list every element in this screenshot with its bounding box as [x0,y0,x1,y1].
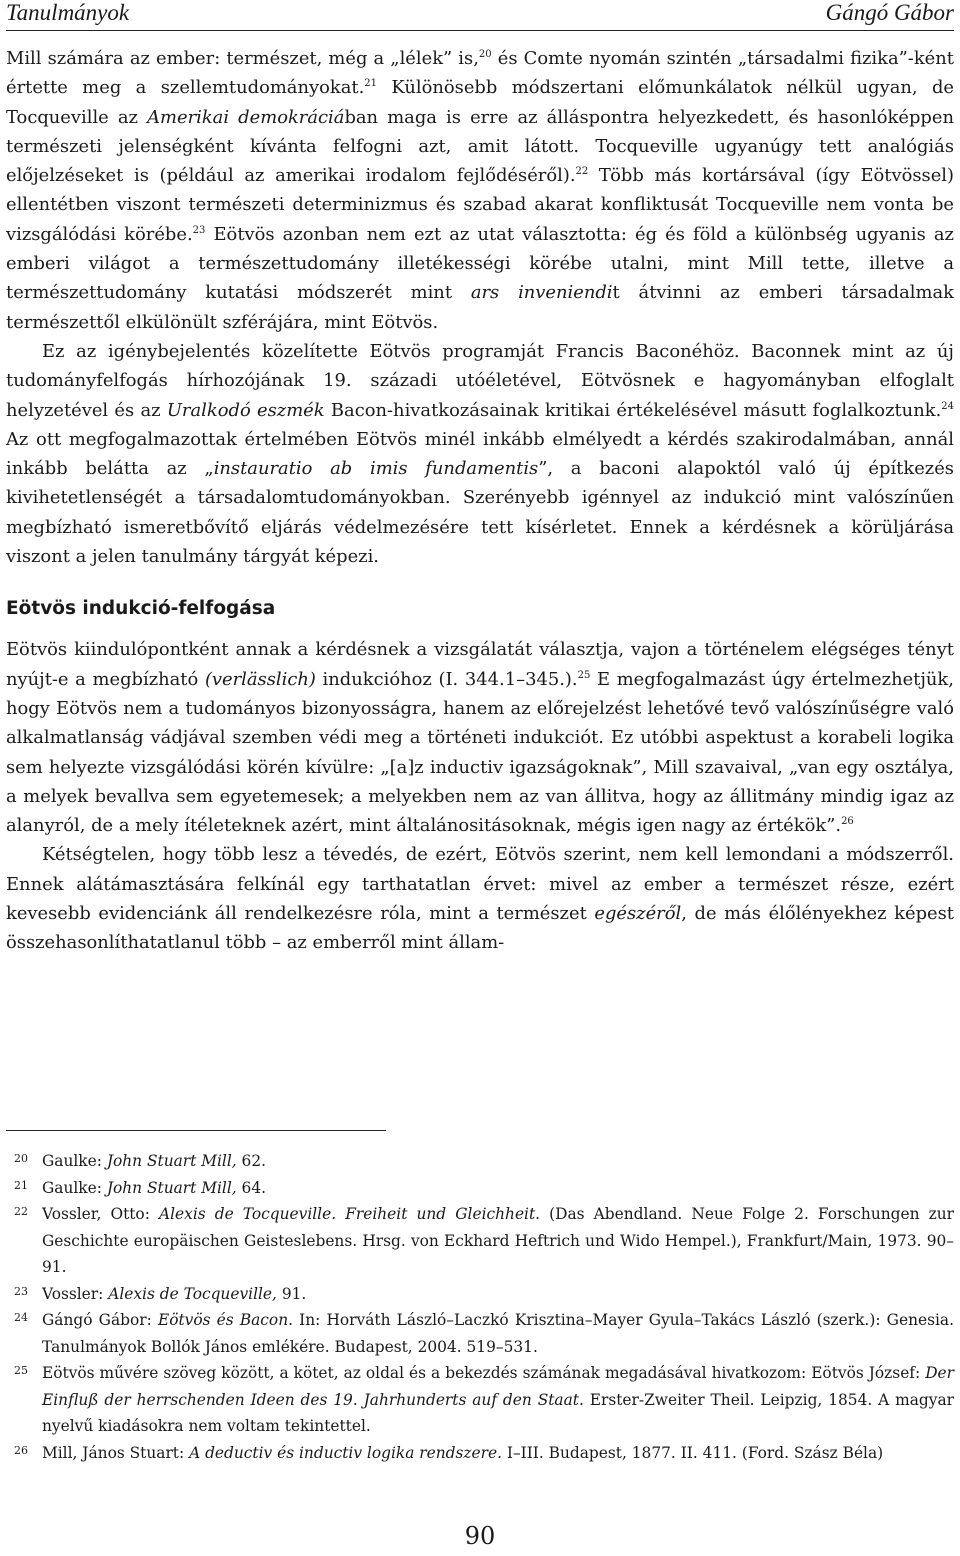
footnote-ref-23[interactable]: 23 [192,224,206,236]
footnotes [6,1148,954,1466]
footnote-text: Vossler, Otto: Alexis de Tocqueville. Freiheit und Gleichheit. (Das Abendland. Neue Folge 2. Forschungen zur Geschichte europäischen Geisteslebens. Hrsg. von Eckhard Heftrich und Wido Hempel.), Frankfurt/Main, 1973. 90–91. [42,1205,954,1276]
italic-run: Amerikai demokráciá [147,106,345,128]
footnote-21 [6,1175,954,1202]
running-header [6,0,954,31]
text-run: Különösebb módszertani előmunkálatok nélkül ugyan, de Tocqueville az [6,77,955,128]
footnote-ref-22[interactable]: 22 [575,166,589,178]
footnote-ref-26[interactable]: 26 [841,816,854,828]
italic-run: (verlässlich) [204,668,316,690]
text-run: Ez az igénybejelentés közelítette Eötvös programját Francis Baconéhöz. Baconnek mint az új tudományfelfogás hírhozójának 19. századi utóéletével, Eötvösnek e hagyományban elfoglalt helyzetével és az [6,340,954,421]
footnote-ref-25[interactable]: 25 [577,669,591,681]
text-run: , de más élőlényekhez képest összehasonlíthatatlanul több – az emberről mint állam- [6,903,954,954]
footnote-text: Gángó Gábor: Eötvös és Bacon. In: Horváth László–Laczkó Krisztina–Mayer Gyula–Takács László (szerk.): Genesia. Tanulmányok Bollók János emlékére. Budapest, 2004. 519–531. [42,1311,954,1356]
text-run: Kétségtelen, hogy több lesz a tévedés, de ezért, Eötvös szerint, nem kell lemondani a módszerről. Ennek alátámasztására felkínál egy tarthatatlan érvet: mivel az ember a természet része, ezért kevesebb evidenciánk áll rendelkezésre róla, mint a természet [6,844,954,925]
footnote-text: Mill, János Stuart: A deductiv és inductiv logika rendszere. I–III. Budapest, 1877. II. 411. (Ford. Szász Béla) [42,1443,884,1462]
footnote-ref-24[interactable]: 24 [941,400,954,412]
paragraph-1 [6,44,954,337]
footnote-ref-20[interactable]: 20 [478,49,492,60]
text-run: Mill számára az ember: természet, még a „lélek” is, [6,48,479,69]
text-run: t átvinni az emberi társadalmak természettől elkülönült szférájára, mint Eötvös. [6,282,954,333]
footnote-number: 22 [14,1205,28,1218]
text-run: Eötvös azonban nem ezt az utat választotta: ég és föld a különbség ugyanis az emberi világot a természettudomány illetékességi körébe utalni, mint Mill tette, illetve a természettudomány kutatási módszerét mint [6,223,954,304]
text-run: Bacon-hivatkozásainak kritikai értékelésével másutt foglalkoztunk. [324,399,942,421]
footnote-number: 26 [14,1443,28,1457]
text-run: ban maga is erre az álláspontra helyezkedett, és hasonlóképpen természeti jelenségként kívánta felfogni azt, amit látott. Tocqueville ugyanúgy tett analógiás előjelzéseket is (például az amerikai irodalom fejlődéséről). [6,106,954,187]
footnote-number: 25 [14,1364,28,1377]
paragraph-4 [6,840,954,957]
footnote-number: 20 [14,1152,28,1165]
footnote-text: Eötvös művére szöveg között, a kötet, az oldal és a bekezdés számának megadásával hivatkozom: Eötvös József: Der Einfluß der herrschenden Ideen des 19. Jahrhunderts auf den Staat. Erster-Zweiter Theil. Leipzig, 1854. A magyar nyelvű kiadásokra nem voltam tekintettel. [42,1364,954,1435]
footnote-text: Gaulke: John Stuart Mill, 64. [42,1178,267,1197]
paragraph-3 [6,635,954,840]
page-number: 90 [464,1522,496,1550]
text-run: Az ott megfogalmazottak értelmében Eötvös minél inkább elmélyedt a kérdés szakirodalmában, annál inkább belátta az „ [6,428,954,480]
italic-run: instauratio ab imis fundamentis [213,458,539,480]
italic-run: ars inveniendi [470,282,613,304]
footnote-separator [6,1130,386,1131]
text-run: Eötvös kiindulópontként annak a kérdésnek a vizsgálatát választja, vajon a történelem elégséges tényt nyújt-e a megbízható [6,639,954,690]
footnote-number: 23 [14,1284,28,1298]
text-run: Több más kortársával (így Eötvössel) ellentétben viszont természeti determinizmus és szabad akarat konfliktusát Tocqueville nem vonta be vizsgálódási körébe. [6,165,954,245]
italic-run: egészéről [594,903,682,925]
main-text [6,44,954,958]
text-run: és Comte nyomán szintén „társadalmi fizika”-ként értette meg a szellemtudományokat. [6,48,954,99]
footnote-ref-21[interactable]: 21 [364,78,377,90]
text-run: E megfogalmazást úgy értelmezhetjük, hogy Eötvös nem a tudományos bizonyosságra, hanem az előrejelzést lehetővé tevő valószínűségre való alkalmatlanság vádjával szemben védi meg a történeti indukciót. Ez utóbbi aspektust a korabeli logika sem helyezte vizsgálódási körén kívülre: „[a]z inductiv igazságoknak”, Mill szavaival, „van egy osztálya, a melyek bevallva sem egyetemesek; a melyekben nem az van állitva, hogy az állitmány mindig igaz az alanyról, de a mely ítéleteknek azért, mint általánositásoknak, mégis igen nagy az értékök”. [6,668,954,837]
footnote-number: 24 [14,1311,28,1324]
footnote-26 [6,1440,954,1467]
footnote-20 [6,1148,954,1175]
section-heading: Eötvös indukció-felfogása [6,598,276,620]
footnote-23 [6,1281,954,1308]
footnote-24 [6,1307,954,1360]
footnote-25 [6,1360,954,1440]
header-author: Gángó Gábor [825,0,954,25]
text-run: indukcióhoz (I. 344.1–345.). [315,668,578,690]
footnote-number: 21 [14,1178,28,1192]
footnote-22 [6,1201,954,1281]
paragraph-2 [6,337,954,571]
header-section-title: Tanulmányok [6,0,130,25]
footnote-text: Gaulke: John Stuart Mill, 62. [42,1152,267,1170]
text-run: ”, a baconi alapoktól való új építkezés kivihetetlenségét a társadalomtudományokban. Szerényebb igénnyel az indukció mint valószínűen megbízható ismeretbővítő eljárás védelmezésére tett kísérletet. Ennek a kérdésnek a körüljárása viszont a jelen tanulmány tárgyát képezi. [6,458,954,568]
footnote-text: Vossler: Alexis de Tocqueville, 91. [42,1284,307,1303]
italic-run: Uralkodó eszmék [166,399,325,421]
